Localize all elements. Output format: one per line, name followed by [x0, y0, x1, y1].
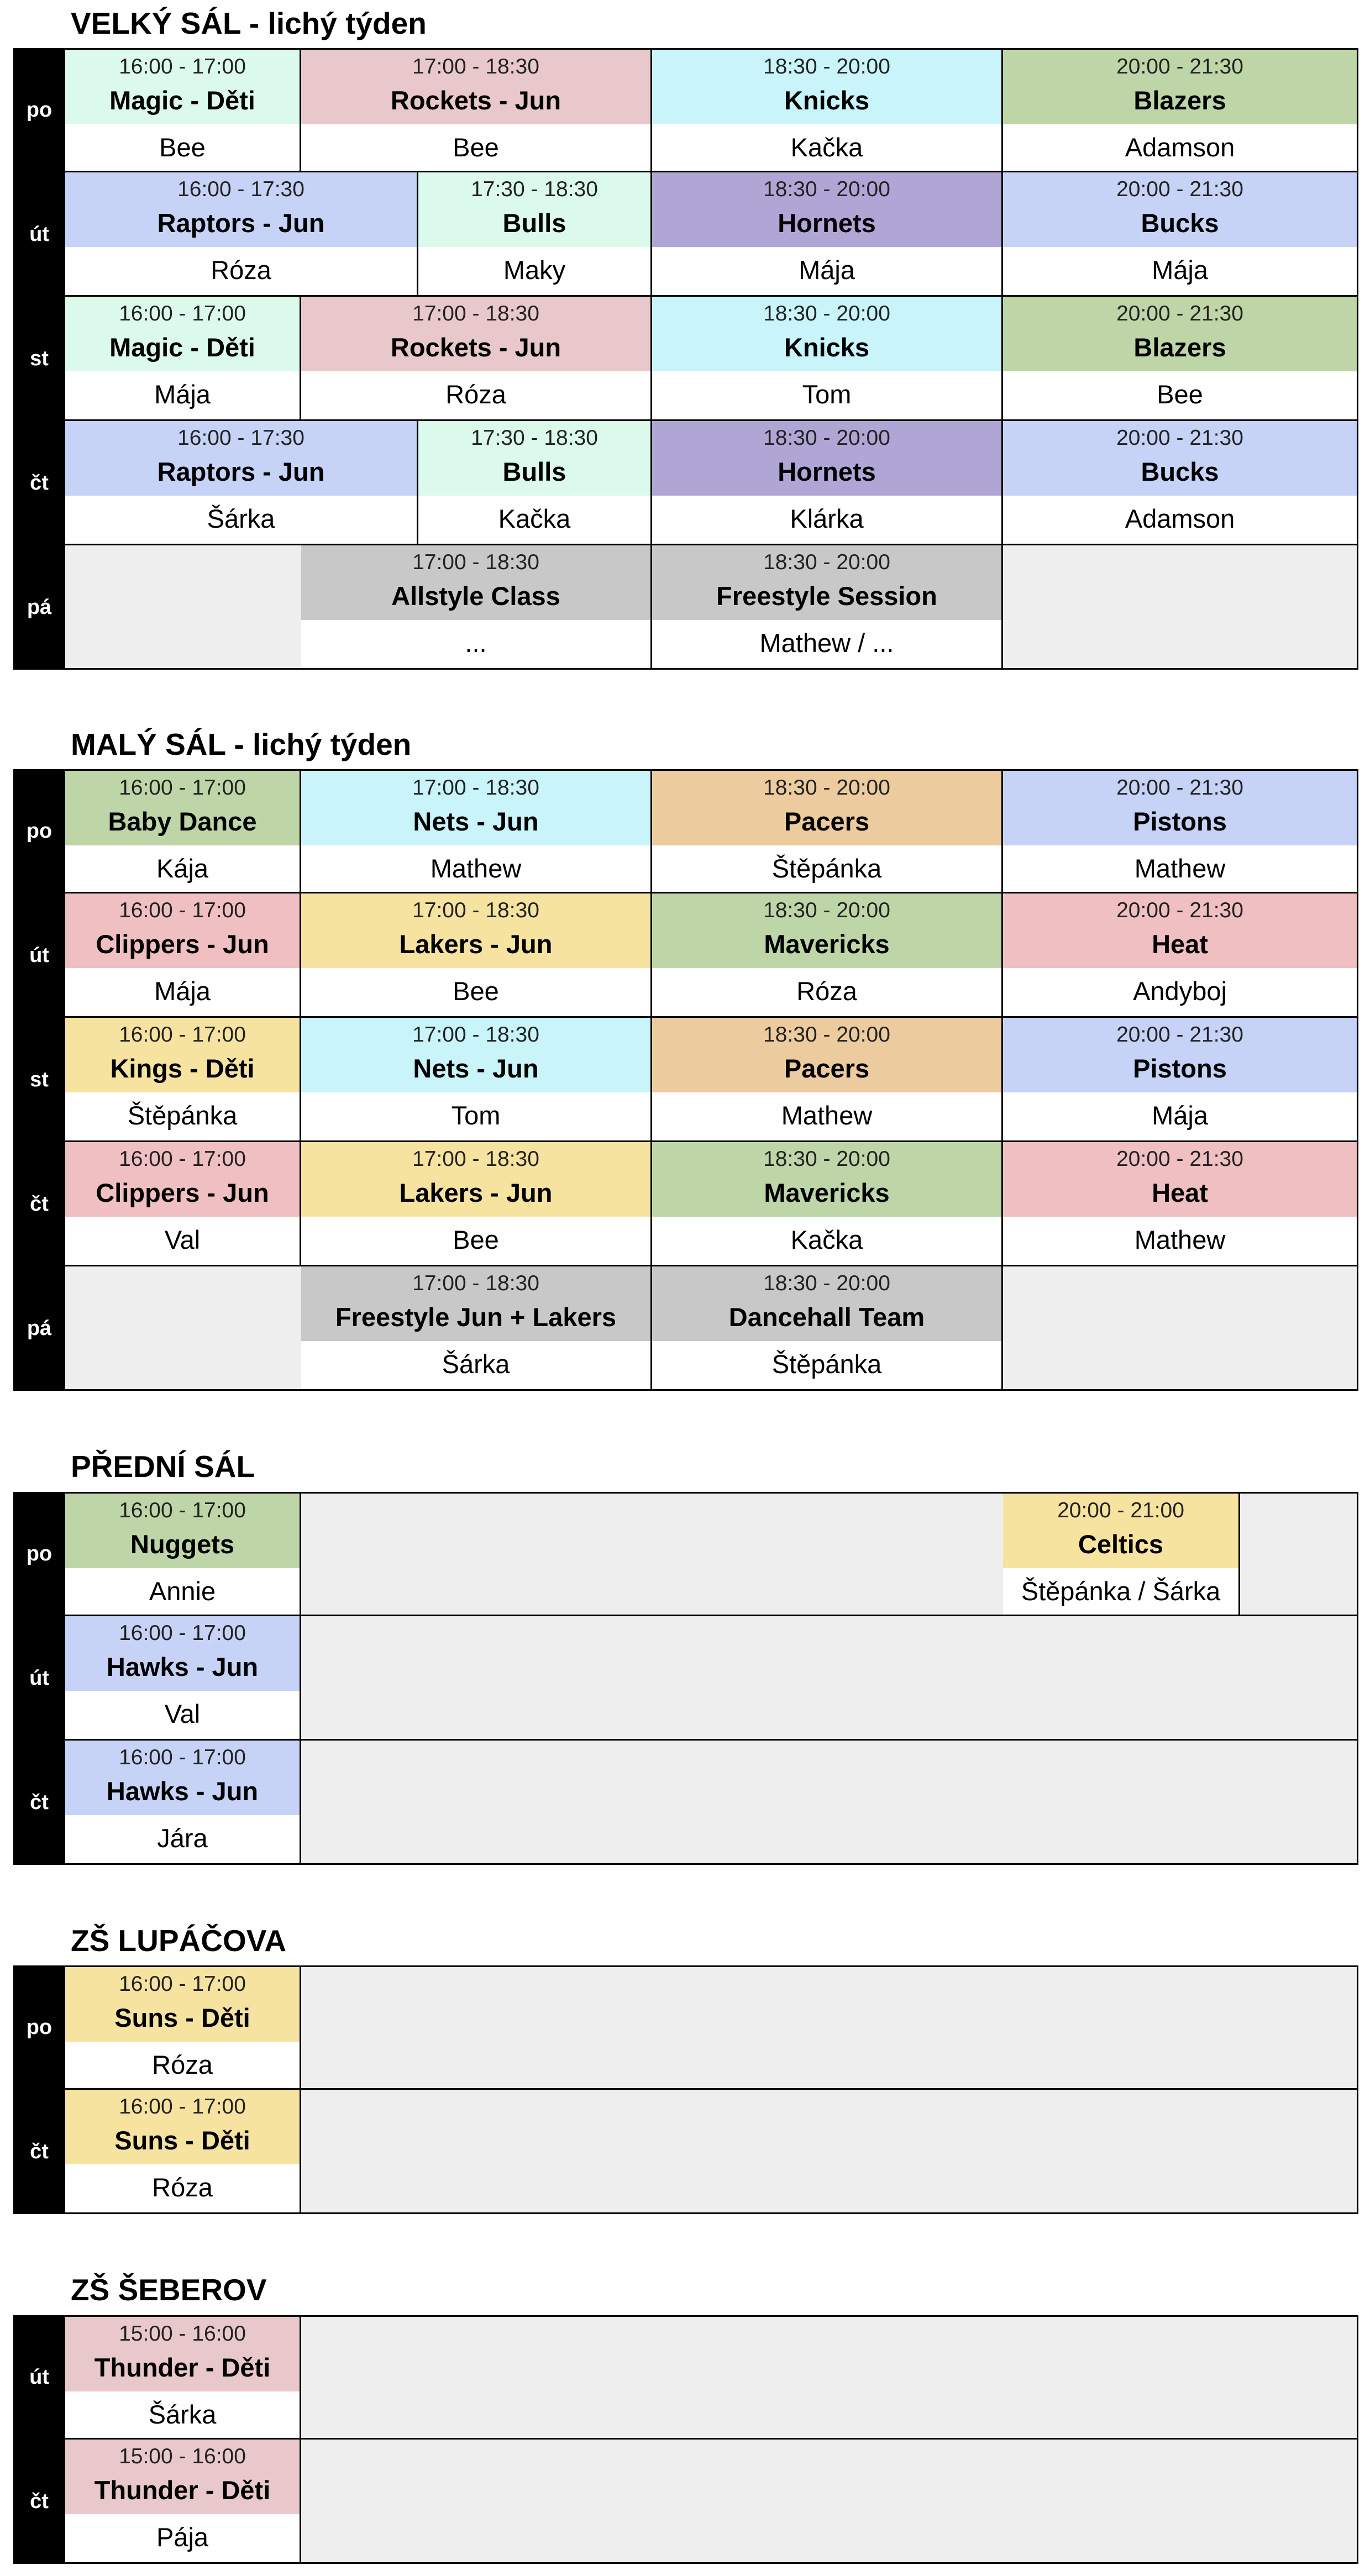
class-slot-nets-jun[interactable] — [301, 1018, 652, 1142]
class-name: Knicks — [784, 333, 870, 362]
coach-name: Róza — [65, 247, 417, 295]
class-name: Pistons — [1133, 807, 1227, 836]
class-slot-heat[interactable] — [1003, 1142, 1358, 1266]
class-time: 20:00 - 21:30 — [1116, 1147, 1243, 1171]
class-slot-allstyle-class[interactable] — [301, 545, 652, 670]
class-name: Bucks — [1141, 208, 1219, 238]
class-time: 16:00 - 17:00 — [119, 1499, 246, 1522]
class-slot-rockets-jun[interactable] — [301, 297, 652, 421]
class-name: Thunder - Děti — [94, 2475, 271, 2505]
coach-name: Mathew — [1003, 845, 1357, 892]
class-slot-knicks[interactable] — [652, 297, 1003, 421]
class-time: 16:00 - 17:00 — [119, 302, 246, 325]
coach-name: Mathew / ... — [652, 620, 1001, 668]
class-slot-magic-deti[interactable] — [65, 48, 301, 172]
class-name: Pacers — [784, 1054, 870, 1083]
class-name: Raptors - Jun — [157, 208, 325, 238]
coach-name: Štěpánka — [652, 845, 1001, 892]
section-title: ZŠ LUPÁČOVA — [71, 1923, 287, 1958]
class-name: Raptors - Jun — [157, 457, 325, 486]
coach-name: Mája — [1003, 1092, 1357, 1140]
coach-name: Kačka — [418, 496, 650, 544]
day-label: po — [13, 1492, 65, 1616]
class-slot-blazers[interactable] — [1003, 48, 1358, 172]
class-name: Thunder - Děti — [94, 2353, 271, 2382]
class-name: Hawks - Jun — [106, 1776, 259, 1806]
class-time: 16:00 - 17:00 — [119, 1746, 246, 1769]
coach-name: Kačka — [652, 124, 1001, 171]
class-slot-hawks-jun[interactable] — [65, 1741, 301, 1865]
class-slot-clippers-jun[interactable] — [65, 893, 301, 1018]
class-time: 16:00 - 17:00 — [119, 1972, 246, 1996]
class-slot-baby-dance[interactable] — [65, 769, 301, 893]
coach-name: Mathew — [301, 845, 650, 892]
class-time: 17:00 - 18:30 — [412, 898, 539, 922]
class-slot-mavericks[interactable] — [652, 893, 1003, 1018]
class-time: 17:30 - 18:30 — [471, 177, 598, 201]
coach-name: Adamson — [1003, 124, 1357, 171]
class-time: 18:30 - 20:00 — [763, 55, 890, 78]
class-time: 17:00 - 18:30 — [412, 55, 539, 78]
class-time: 16:00 - 17:00 — [119, 898, 246, 922]
class-time: 15:00 - 16:00 — [119, 2444, 246, 2468]
class-slot-bulls[interactable] — [418, 172, 652, 297]
class-name: Suns - Děti — [114, 2003, 250, 2032]
class-slot-lakers-jun[interactable] — [301, 893, 652, 1018]
class-time: 18:30 - 20:00 — [763, 302, 890, 325]
class-time: 17:00 - 18:30 — [412, 302, 539, 325]
coach-name: Šárka — [301, 1341, 650, 1389]
class-slot-suns-deti[interactable] — [65, 1965, 301, 2090]
day-label: čt — [13, 421, 65, 545]
class-name: Freestyle Jun + Lakers — [335, 1302, 617, 1332]
coach-name: Mája — [1003, 247, 1357, 295]
class-time: 20:00 - 21:30 — [1116, 898, 1243, 922]
coach-name: Štěpánka — [652, 1341, 1001, 1389]
class-name: Kings - Děti — [110, 1054, 255, 1083]
coach-name: Tom — [652, 371, 1001, 419]
coach-name: Bee — [301, 968, 650, 1016]
class-slot-thunder-deti[interactable] — [65, 2315, 301, 2440]
day-label: po — [13, 48, 65, 172]
class-slot-magic-deti[interactable] — [65, 297, 301, 421]
class-name: Freestyle Session — [716, 581, 937, 611]
class-name: Pacers — [784, 807, 870, 836]
class-time: 20:00 - 21:30 — [1116, 55, 1243, 78]
section-title: MALÝ SÁL - lichý týden — [71, 727, 412, 761]
class-slot-lakers-jun[interactable] — [301, 1142, 652, 1266]
class-slot-dancehall-team[interactable] — [652, 1266, 1003, 1391]
class-slot-bucks[interactable] — [1003, 172, 1358, 297]
class-time: 17:00 - 18:30 — [412, 1271, 539, 1295]
class-name: Celtics — [1078, 1529, 1164, 1559]
coach-name: Bee — [301, 124, 650, 171]
class-time: 16:00 - 17:00 — [119, 1147, 246, 1171]
coach-name: ... — [301, 620, 650, 668]
class-slot-pacers[interactable] — [652, 1018, 1003, 1142]
class-time: 15:00 - 16:00 — [119, 2322, 246, 2346]
class-time: 20:00 - 21:30 — [1116, 1023, 1243, 1047]
class-name: Nets - Jun — [413, 1054, 539, 1083]
coach-name: Bee — [65, 124, 300, 171]
class-name: Blazers — [1133, 86, 1226, 115]
coach-name: Róza — [65, 2164, 300, 2212]
class-time: 20:00 - 21:30 — [1116, 776, 1243, 800]
day-label: út — [13, 893, 65, 1018]
coach-name: Jára — [65, 1815, 300, 1863]
class-time: 17:00 - 18:30 — [412, 1023, 539, 1047]
class-time: 18:30 - 20:00 — [763, 776, 890, 800]
class-name: Heat — [1152, 1178, 1208, 1207]
coach-name: Tom — [301, 1092, 650, 1140]
class-time: 16:00 - 17:00 — [119, 1621, 246, 1645]
coach-name: Bee — [1003, 371, 1357, 419]
class-slot-freestyle-jun-lakers[interactable] — [301, 1266, 652, 1391]
coach-name: Róza — [652, 968, 1001, 1016]
section-title: PŘEDNÍ SÁL — [71, 1449, 255, 1484]
class-name: Bulls — [502, 457, 566, 486]
class-slot-freestyle-session[interactable] — [652, 545, 1003, 670]
coach-name: Mája — [65, 968, 300, 1016]
class-time: 18:30 - 20:00 — [763, 1271, 890, 1295]
class-slot-knicks[interactable] — [652, 48, 1003, 172]
coach-name: Štěpánka — [65, 1092, 300, 1140]
class-slot-pistons[interactable] — [1003, 1018, 1358, 1142]
coach-name: Štěpánka / Šárka — [1003, 1568, 1238, 1615]
class-name: Suns - Děti — [114, 2126, 250, 2155]
class-name: Rockets - Jun — [390, 86, 561, 115]
class-slot-raptors-jun[interactable] — [65, 421, 418, 545]
day-label: po — [13, 1965, 65, 2090]
class-time: 20:00 - 21:00 — [1057, 1499, 1184, 1522]
coach-name: Annie — [65, 1568, 300, 1615]
class-name: Bulls — [502, 208, 566, 238]
coach-name: Kačka — [652, 1217, 1001, 1265]
class-name: Clippers - Jun — [96, 1178, 269, 1207]
coach-name: Mathew — [1003, 1217, 1357, 1265]
class-slot-hornets[interactable] — [652, 172, 1003, 297]
class-name: Rockets - Jun — [390, 333, 561, 362]
coach-name: Maky — [418, 247, 650, 295]
class-name: Mavericks — [764, 929, 890, 959]
class-time: 20:00 - 21:30 — [1116, 177, 1243, 201]
class-slot-mavericks[interactable] — [652, 1142, 1003, 1266]
section-title: ZŠ ŠEBEROV — [71, 2273, 267, 2307]
coach-name: Mája — [652, 247, 1001, 295]
class-name: Nets - Jun — [413, 807, 539, 836]
class-name: Dancehall Team — [728, 1302, 925, 1332]
class-name: Allstyle Class — [391, 581, 560, 611]
class-time: 16:00 - 17:30 — [177, 177, 305, 201]
class-slot-suns-deti[interactable] — [65, 2090, 301, 2214]
coach-name: Klárka — [652, 496, 1001, 544]
day-label: čt — [13, 2440, 65, 2564]
class-name: Nuggets — [130, 1529, 234, 1559]
class-name: Lakers - Jun — [399, 1178, 553, 1207]
class-name: Heat — [1152, 929, 1208, 959]
class-name: Bucks — [1141, 457, 1219, 486]
class-time: 18:30 - 20:00 — [763, 550, 890, 574]
class-time: 18:30 - 20:00 — [763, 426, 890, 450]
section-title: VELKÝ SÁL - lichý týden — [71, 6, 427, 40]
class-name: Clippers - Jun — [96, 929, 269, 959]
class-name: Magic - Děti — [109, 333, 255, 362]
class-slot-heat[interactable] — [1003, 893, 1358, 1018]
coach-name: Val — [65, 1691, 300, 1739]
class-slot-kings-deti[interactable] — [65, 1018, 301, 1142]
day-label: út — [13, 2315, 65, 2440]
class-name: Magic - Děti — [109, 86, 255, 115]
class-slot-clippers-jun[interactable] — [65, 1142, 301, 1266]
class-slot-celtics[interactable] — [1003, 1492, 1240, 1616]
coach-name: Kája — [65, 845, 300, 892]
class-time: 17:00 - 18:30 — [412, 1147, 539, 1171]
day-label: čt — [13, 2090, 65, 2214]
class-slot-blazers[interactable] — [1003, 297, 1358, 421]
class-name: Hawks - Jun — [106, 1652, 259, 1681]
coach-name: Šárka — [65, 2391, 300, 2438]
coach-name: Róza — [301, 371, 650, 419]
class-name: Baby Dance — [108, 807, 257, 836]
class-name: Mavericks — [764, 1178, 890, 1207]
coach-name: Róza — [65, 2042, 300, 2088]
coach-name: Andyboj — [1003, 968, 1357, 1016]
class-slot-nets-jun[interactable] — [301, 769, 652, 893]
coach-name: Mája — [65, 371, 300, 419]
coach-name: Adamson — [1003, 496, 1357, 544]
class-slot-pistons[interactable] — [1003, 769, 1358, 893]
class-name: Knicks — [784, 86, 870, 115]
class-slot-bulls[interactable] — [418, 421, 652, 545]
class-time: 16:00 - 17:30 — [177, 426, 305, 450]
coach-name: Bee — [301, 1217, 650, 1265]
class-time: 20:00 - 21:30 — [1116, 302, 1243, 325]
class-slot-nuggets[interactable] — [65, 1492, 301, 1616]
coach-name: Pája — [65, 2514, 300, 2562]
class-name: Blazers — [1133, 333, 1226, 362]
class-time: 16:00 - 17:00 — [119, 776, 246, 800]
class-slot-hornets[interactable] — [652, 421, 1003, 545]
class-time: 17:30 - 18:30 — [471, 426, 598, 450]
class-name: Lakers - Jun — [399, 929, 553, 959]
class-slot-hawks-jun[interactable] — [65, 1616, 301, 1741]
class-time: 20:00 - 21:30 — [1116, 426, 1243, 450]
class-slot-pacers[interactable] — [652, 769, 1003, 893]
class-time: 18:30 - 20:00 — [763, 898, 890, 922]
coach-name: Mathew — [652, 1092, 1001, 1140]
day-label: po — [13, 769, 65, 893]
class-time: 18:30 - 20:00 — [763, 177, 890, 201]
day-label: st — [13, 1018, 65, 1142]
class-time: 16:00 - 17:00 — [119, 1023, 246, 1047]
day-label: pá — [13, 1266, 65, 1391]
class-time: 18:30 - 20:00 — [763, 1147, 890, 1171]
class-slot-thunder-deti[interactable] — [65, 2440, 301, 2564]
day-label: st — [13, 297, 65, 421]
coach-name: Val — [65, 1217, 300, 1265]
day-label: út — [13, 172, 65, 297]
class-time: 17:00 - 18:30 — [412, 776, 539, 800]
class-name: Hornets — [778, 457, 876, 486]
coach-name: Šárka — [65, 496, 417, 544]
day-label: út — [13, 1616, 65, 1741]
day-label: čt — [13, 1741, 65, 1865]
day-label: čt — [13, 1142, 65, 1266]
class-slot-rockets-jun[interactable] — [301, 48, 652, 172]
class-time: 18:30 - 20:00 — [763, 1023, 890, 1047]
day-label: pá — [13, 545, 65, 670]
class-name: Hornets — [778, 208, 876, 238]
class-name: Pistons — [1133, 1054, 1227, 1083]
class-slot-raptors-jun[interactable] — [65, 172, 418, 297]
class-time: 16:00 - 17:00 — [119, 55, 246, 78]
class-time: 17:00 - 18:30 — [412, 550, 539, 574]
class-slot-bucks[interactable] — [1003, 421, 1358, 545]
class-time: 16:00 - 17:00 — [119, 2095, 246, 2118]
